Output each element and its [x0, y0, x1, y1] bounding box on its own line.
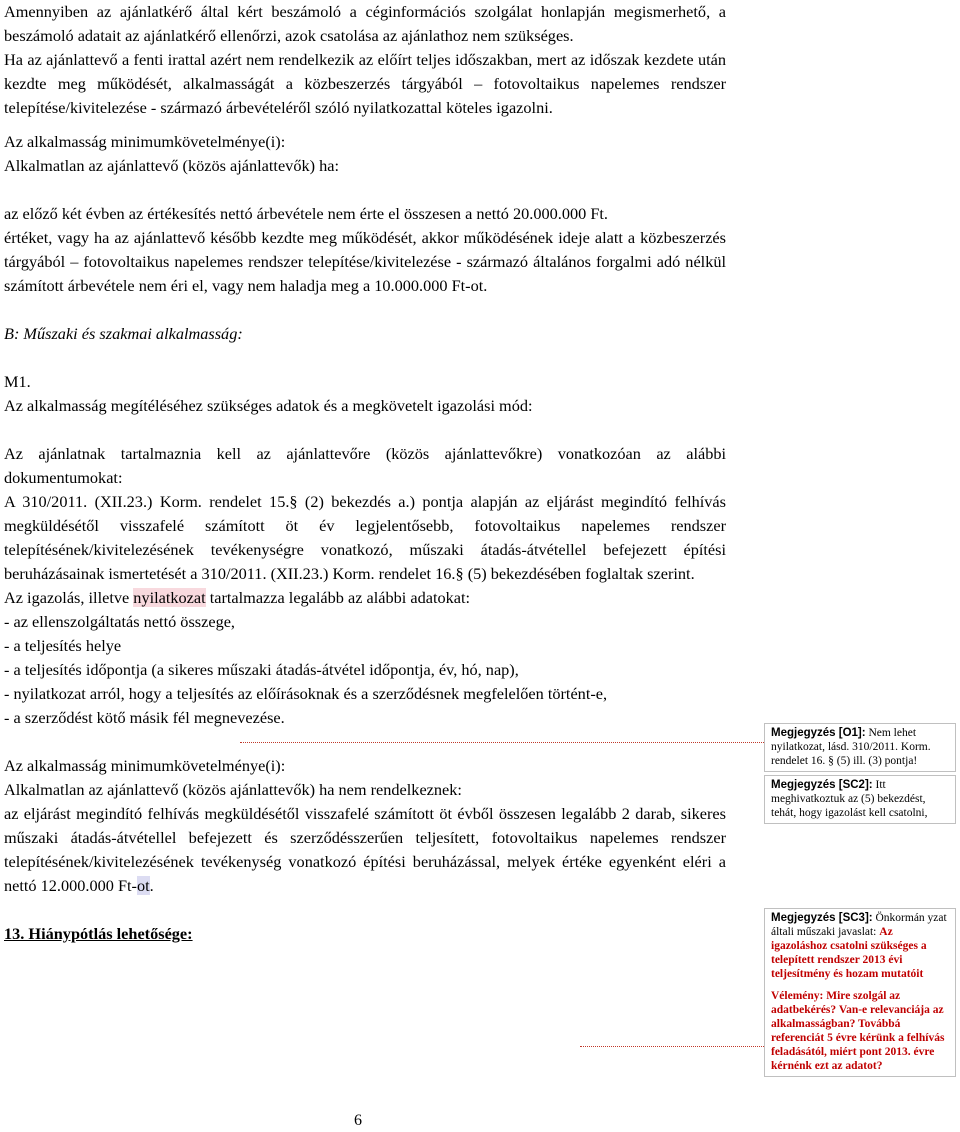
- section-13-heading: 13. Hiánypótlás lehetősége:: [4, 924, 193, 943]
- list-item: - az ellenszolgáltatás nettó összege,: [4, 612, 236, 631]
- paragraph-rendelet: A 310/2011. (XII.23.) Korm. rendelet 15.§ (2) bekezdés a.) pontja alapján az eljárást megindító felhívás megküldésétől visszafelé számított öt év legjelentősebb, fotovoltaikus napelemes rendszer telepítésének/kivitelezésének tevékenységre vonatkozó, műszaki átadás-átvétellel befejezett építési beruházásainak ismertetését a 310/2011. (XII.23.) Korm. rendelet 16.§ (5) bekezdésében foglaltak szerint.: [4, 492, 726, 583]
- comment-sc3[interactable]: [764, 908, 956, 1077]
- comment-o1[interactable]: [764, 723, 956, 772]
- paragraph-arbevetel: az előző két évben az értékesítés nettó árbevétele nem érte el összesen a nettó 20.000.000 Ft.: [4, 204, 608, 223]
- comment-anchor-ot[interactable]: ot: [136, 876, 150, 895]
- igazolas-text-pre: Az igazolás, illetve: [4, 588, 134, 607]
- unfit-heading-1: Alkalmatlan az ajánlattevő (közös ajánlattevők) ha:: [4, 156, 339, 175]
- list-item: - a szerződést kötő másik fél megnevezése.: [4, 708, 285, 727]
- unfit-heading-2: Alkalmatlan az ajánlattevő (közös ajánlattevők) ha nem rendelkeznek:: [4, 780, 462, 799]
- comment-opinion-text: Vélemény: Mire szolgál az adatbekérés? Van-e relevanciája az alkalmasságban? Továbbá referenciát 5 évre kérünk a felhívás feladásától, miért pont 2013. évre kérnénk ezt az adatot?: [771, 990, 945, 1072]
- paragraph-beszamolo: Amennyiben az ajánlatkérő által kért beszámoló a céginformációs szolgálat honlapján megismerhető, a beszámoló adatait az ajánlatkérő ellenőrzi, azok csatolása az ajánlathoz nem szükséges.: [4, 2, 726, 45]
- list-item: - nyilatkozat arról, hogy a teljesítés az előírásoknak és a szerződésnek megfelelően történt-e,: [4, 684, 608, 703]
- comment-text: Nem lehet nyilatkozat, lásd. 310/2011. Korm. rendelet 16. § (5) ill. (3) pontja!: [771, 727, 931, 767]
- list-item: - a teljesítés helye: [4, 636, 122, 655]
- comment-label: Megjegyzés [SC3]:: [771, 912, 873, 924]
- paragraph-arbevetel-cont: értéket, vagy ha az ajánlattevő később kezdte meg működését, akkor működésének ideje alatt a közbeszerzés tárgyából – fotovoltaikus napelemes rendszer telepítése/kivitelezése - származó általános forgalmi adó nélkül számított árbevétele nem éri el, vagy nem haladja meg a 10.000.000 Ft-ot.: [4, 228, 726, 295]
- comment-proposal-text: Az igazoláshoz csatolni szükséges a telepített rendszer 2013 évi teljesítmény és hozam mutatóit: [771, 926, 927, 980]
- paragraph-igazolas: [4, 586, 726, 610]
- comment-anchor-nyilatkozat[interactable]: nyilatkozat: [133, 588, 206, 607]
- data-requirement-heading: Az alkalmasság megítéléséhez szükséges adatok és a megkövetelt igazolási mód:: [4, 396, 533, 415]
- paragraph-indulo-vallalkozas: Ha az ajánlattevő a fenti irattal azért nem rendelkezik az előírt teljes időszakban, mert az időszak kezdete után kezdte meg működését, alkalmasságát a közbeszerzés tárgyából – fotovoltaikus napelemes rendszer telepítése/kivitelezése - származó árbevételéről szóló nyilatkozattal köteles igazolni.: [4, 50, 726, 117]
- page-number: 6: [354, 1112, 362, 1129]
- igazolas-text-post: tartalmazza legalább az alábbi adatokat:: [205, 588, 471, 607]
- section-b-heading: B: Műszaki és szakmai alkalmasság:: [4, 324, 243, 343]
- comment-connector-line: [240, 742, 764, 743]
- document-body: [4, 0, 726, 946]
- comment-label: Megjegyzés [SC2]:: [771, 779, 873, 791]
- comment-text: Itt meghivatkoztuk az (5) bekezdést, tehát, hogy igazolást kell csatolni,: [771, 779, 928, 819]
- comment-label: Megjegyzés [O1]:: [771, 727, 866, 739]
- m1-label: M1.: [4, 372, 31, 391]
- referencia-text-end: .: [149, 876, 154, 895]
- min-requirement-heading-1: Az alkalmasság minimumkövetelménye(i):: [4, 132, 286, 151]
- comment-text: Önkormán yzat általi műszaki javaslat:: [771, 912, 947, 938]
- paragraph-referencia: [4, 802, 726, 898]
- referencia-text: az eljárást megindító felhívás megküldésétől visszafelé számított öt évből összesen legalább 2 darab, sikeres műszaki átadás-átvétellel befejezett és szerződésszerűen teljesített, fotovoltaikus napelemes rendszer telepítésének/kivitelezésének tevékenység vonatkozó építési beruházással, melyek értéke egyenként eléri a nettó 12.000.000 Ft-: [4, 804, 726, 895]
- paragraph-dokumentumok: Az ajánlatnak tartalmaznia kell az ajánlattevőre (közös ajánlattevőkre) vonatkozóan az alábbi dokumentumokat:: [4, 444, 726, 487]
- min-requirement-heading-2: Az alkalmasság minimumkövetelménye(i):: [4, 756, 286, 775]
- comment-connector-line: [580, 1046, 764, 1047]
- list-item: - a teljesítés időpontja (a sikeres műszaki átadás-átvétel időpontja, év, hó, nap),: [4, 660, 519, 679]
- comment-sc2[interactable]: [764, 775, 956, 824]
